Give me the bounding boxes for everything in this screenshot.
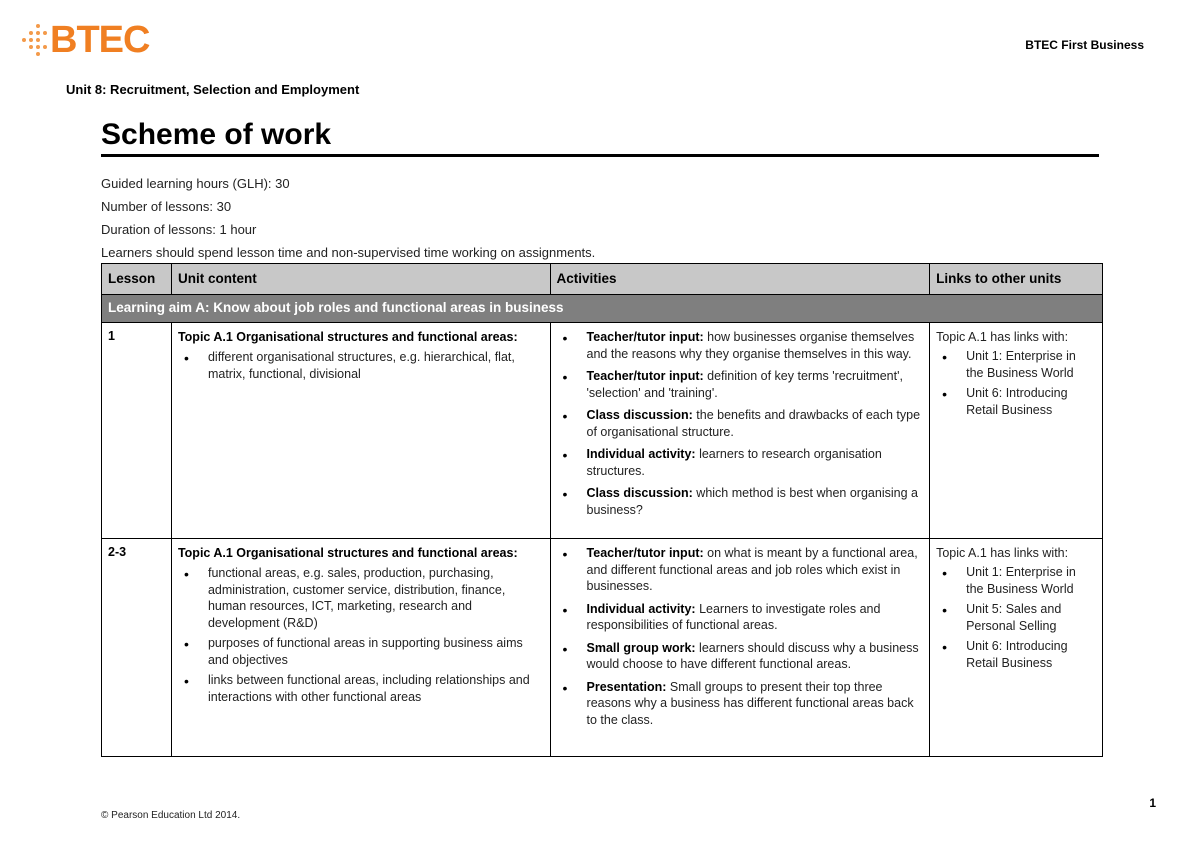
activity-item: • Individual activity: Learners to investigate roles and responsibilities of functional areas. — [557, 601, 924, 634]
header-lesson: Lesson — [102, 264, 172, 295]
meta-duration: Duration of lessons: 1 hour — [101, 222, 257, 237]
unit-content-cell — [171, 323, 550, 539]
activity-item: • Teacher/tutor input: how businesses organise themselves and the reasons why they organise themselves in this way. — [557, 329, 924, 362]
copyright: © Pearson Education Ltd 2014. — [101, 810, 241, 821]
logo-text: BTEC — [50, 19, 150, 61]
links-cell — [930, 323, 1103, 539]
link-item: • Unit 6: Introducing Retail Business — [936, 638, 1096, 671]
content-item: • different organisational structures, e.g. hierarchical, flat, matrix, functional, divisional — [178, 349, 544, 382]
course-name: BTEC First Business — [1025, 38, 1144, 52]
activity-item: • Class discussion: the benefits and drawbacks of each type of organisational structure. — [557, 407, 924, 440]
btec-logo — [22, 18, 149, 62]
table-row — [102, 323, 1103, 539]
link-item: • Unit 1: Enterprise in the Business World — [936, 348, 1096, 381]
lesson-number: 1 — [102, 323, 172, 539]
content-item: • links between functional areas, including relationships and interactions with other functional areas — [178, 672, 544, 705]
activity-item: • Individual activity: learners to research organisation structures. — [557, 446, 924, 479]
activity-item: • Class discussion: which method is best when organising a business? — [557, 485, 924, 518]
unit-content-cell — [171, 539, 550, 757]
topic-title: Topic A.1 Organisational structures and functional areas: — [177, 330, 518, 344]
meta-note: Learners should spend lesson time and non-supervised time working on assignments. — [101, 245, 596, 260]
header-unit-content: Unit content — [171, 264, 550, 295]
content-item: • functional areas, e.g. sales, production, purchasing, administration, customer service, distribution, finance, human resources, ICT, marketing, research and development (R&D) — [178, 565, 544, 631]
learning-aim: Learning aim A: Know about job roles and functional areas in business — [102, 295, 1103, 323]
table-row — [102, 539, 1103, 757]
lesson-number: 2-3 — [102, 539, 172, 757]
links-intro: Topic A.1 has links with: — [936, 546, 1069, 560]
link-item: • Unit 6: Introducing Retail Business — [936, 385, 1096, 418]
meta-lessons: Number of lessons: 30 — [101, 199, 232, 214]
activities-cell — [550, 539, 930, 757]
links-cell — [930, 539, 1103, 757]
learning-aim-row — [102, 295, 1103, 323]
header-activities: Activities — [550, 264, 930, 295]
link-item: • Unit 5: Sales and Personal Selling — [936, 601, 1096, 634]
page-number: 1 — [1149, 796, 1156, 810]
topic-title: Topic A.1 Organisational structures and functional areas: — [177, 546, 518, 560]
page-title: Scheme of work — [101, 118, 332, 151]
content-item: • purposes of functional areas in supporting business aims and objectives — [178, 635, 544, 668]
table-header-row — [102, 264, 1103, 295]
meta-glh: Guided learning hours (GLH): 30 — [101, 176, 290, 191]
activity-item: • Small group work: learners should discuss why a business would choose to have different functional areas. — [557, 640, 924, 673]
activity-item: • Teacher/tutor input: definition of key terms 'recruitment', 'selection' and 'training'. — [557, 368, 924, 401]
activities-cell — [550, 323, 930, 539]
title-divider — [101, 154, 1099, 157]
scheme-table — [101, 263, 1103, 757]
logo-dots-icon — [22, 24, 48, 57]
header-links: Links to other units — [930, 264, 1103, 295]
links-intro: Topic A.1 has links with: — [936, 330, 1069, 344]
link-item: • Unit 1: Enterprise in the Business World — [936, 564, 1096, 597]
activity-item: • Presentation: Small groups to present their top three reasons why a business has different functional areas back to the class. — [557, 679, 924, 729]
activity-item: • Teacher/tutor input: on what is meant by a functional area, and different functional areas and job roles which exist in businesses. — [557, 545, 924, 595]
unit-title: Unit 8: Recruitment, Selection and Employment — [66, 82, 360, 97]
